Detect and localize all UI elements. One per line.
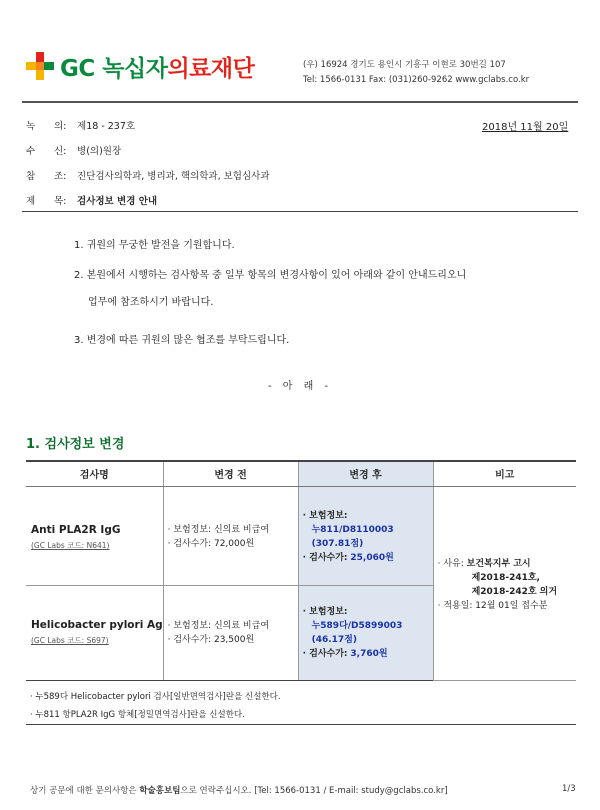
paragraph-1: 1. 귀원의 무궁한 발전을 기원합니다.	[74, 240, 235, 251]
footnote: · 누811 항PLA2R IgG 항체[정밀면역검사]란을 신설한다.	[30, 710, 245, 720]
notes-divider	[26, 724, 576, 725]
letterhead	[0, 0, 600, 102]
recipient: 수 신: 병(의)원장	[26, 146, 122, 157]
after-info: · 보험정보: 누589다/D5899003 (46.17점) · 검사수가: 3,760원	[298, 585, 433, 680]
test-change-table	[26, 460, 576, 681]
paragraph-2-cont: 업무에 참조하시기 바랍니다.	[88, 297, 214, 308]
contact-footer: 상기 공문에 대한 문의사항은 학술홍보팀으로 연락주십시오. [Tel: 1566-0131 / E-mail: study@gclabs.co.kr]	[30, 786, 448, 796]
header-test-name: 검사명	[26, 461, 163, 486]
meta-divider	[22, 211, 578, 212]
page-number: 1/3	[562, 784, 576, 794]
paragraph-2: 2. 본원에서 시행하는 검사항목 중 일부 항목의 변경사항이 있어 아래와 같이 안내드리오니	[74, 270, 467, 281]
footnote: · 누589다 Helicobacter pylori 검사[일반면역검사]란을 신설한다.	[30, 692, 281, 702]
test-code: (GC Labs 코드: S697)	[31, 636, 109, 645]
before-info: · 보험정보: 신의료 비급여 · 검사수가: 23,500원	[163, 585, 298, 680]
section-title: 1. 검사정보 변경	[26, 437, 125, 452]
table-row	[26, 490, 576, 585]
below-marker: - 아 래 -	[267, 381, 333, 392]
doc-number: 녹 의: 제18 - 237호	[26, 121, 136, 132]
doc-date: 2018년 11월 20일	[482, 122, 569, 133]
header-note: 비고	[433, 461, 576, 486]
note-cell: · 사유: 보건복지부 고시 제2018-241호, 제2018-242호 의거 · 적용일: 12월 01일 접수분	[433, 490, 576, 680]
paragraph-3: 3. 변경에 따른 귀원의 많은 협조를 부탁드립니다.	[74, 335, 290, 346]
header-after: 변경 후	[298, 461, 433, 486]
test-name: Helicobacter pylori Ag	[31, 619, 163, 631]
address-line: (우) 16924 경기도 용인시 기흥구 이현로 30번길 107	[303, 60, 506, 70]
after-info: · 보험정보: 누811/D8110003 (307.81점) · 검사수가: 25,060원	[298, 490, 433, 585]
organization-logo: GC 녹십자의료재단	[60, 56, 255, 82]
subject: 제 목: 검사정보 변경 안내	[26, 196, 158, 207]
header-before: 변경 전	[163, 461, 298, 486]
header-divider	[22, 101, 578, 103]
test-name: Anti PLA2R IgG	[31, 523, 121, 536]
table-header-row	[26, 461, 576, 486]
contact-line: Tel: 1566-0131 Fax: (031)260-9262 www.gclabs.co.kr	[303, 75, 530, 85]
reference: 참 조: 진단검사의학과, 병리과, 핵의학과, 보험심사과	[26, 171, 270, 182]
gc-cross-logo-icon	[26, 52, 54, 80]
before-info: · 보험정보: 신의료 비급여 · 검사수가: 72,000원	[163, 490, 298, 585]
footnotes	[30, 688, 281, 724]
organization-address	[303, 58, 529, 88]
test-code: (GC Labs 코드: N641)	[31, 540, 110, 550]
